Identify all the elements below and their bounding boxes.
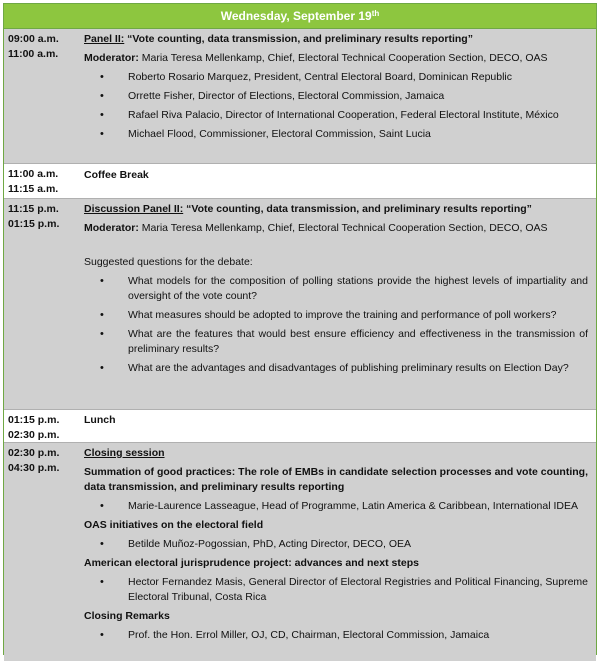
day-suffix: th [371, 8, 380, 18]
closing-title: Closing session [84, 447, 165, 459]
session-content [84, 199, 596, 409]
list-item: • Hector Fernandez Masis, General Director of Electoral Registries and Political Financing, Supreme Electoral Tribunal, Costa Rica [84, 575, 588, 605]
list-item: • Roberto Rosario Marquez, President, Central Electoral Board, Dominican Republic [84, 70, 588, 85]
moderator-text: Maria Teresa Mellenkamp, Chief, Electoral Technical Cooperation Section, DECO, OAS [138, 222, 548, 234]
jurisprudence-title: American electoral jurisprudence project: advances and next steps [84, 557, 419, 569]
title-rest: “Vote counting, data transmission, and preliminary results reporting” [183, 203, 532, 215]
summation-title: Summation of good practices: The role of EMBs in candidate selection processes and vote counting, data transmission, and preliminary results reporting [84, 466, 588, 493]
list-item: • What are the advantages and disadvantages of publishing preliminary results on Election Day? [84, 361, 588, 376]
list-item: • What models for the composition of polling stations provide the highest levels of impartiality and oversight of the vote count? [84, 274, 588, 304]
moderator-text: Maria Teresa Mellenkamp, Chief, Electoral Technical Cooperation Section, DECO, OAS [138, 52, 548, 64]
remarks-title: Closing Remarks [84, 610, 170, 622]
list-item: • What are the features that would best ensure efficiency and effectiveness in the transmission of preliminary results? [84, 327, 588, 357]
question-list [84, 274, 588, 376]
day-label: Wednesday, September 19 [220, 9, 372, 23]
time-start: 01:15 p.m. [8, 414, 60, 426]
row-discussion-panel [4, 199, 596, 410]
session-content [84, 443, 596, 661]
row-closing-session [4, 443, 596, 661]
list-item: • Betilde Muñoz-Pogossian, PhD, Acting Director, DECO, OEA [84, 537, 588, 552]
lunch-label: Lunch [84, 414, 116, 426]
list-item: • Orrette Fisher, Director of Elections, Electoral Commission, Jamaica [84, 89, 588, 104]
remarks-list [84, 628, 588, 643]
moderator-line [84, 51, 588, 66]
time-start: 11:15 p.m. [8, 203, 59, 215]
time-start: 02:30 p.m. [8, 447, 60, 459]
time-cell [4, 443, 84, 661]
time-end: 11:00 a.m. [8, 48, 59, 60]
row-lunch [4, 410, 596, 443]
jurisprudence-list [84, 575, 588, 605]
summation-list [84, 499, 588, 514]
session-content [84, 29, 596, 163]
time-cell [4, 29, 84, 163]
oas-title: OAS initiatives on the electoral field [84, 519, 264, 531]
time-end: 04:30 p.m. [8, 462, 60, 474]
list-item: • What measures should be adopted to improve the training and performance of poll workers? [84, 308, 588, 323]
oas-list [84, 537, 588, 552]
time-start: 09:00 a.m. [8, 33, 59, 45]
title-prefix: Panel II: [84, 33, 125, 45]
time-end: 01:15 p.m. [8, 218, 60, 230]
time-start: 11:00 a.m. [8, 168, 59, 180]
coffee-label: Coffee Break [84, 169, 149, 181]
session-title [84, 32, 588, 47]
moderator-line [84, 221, 588, 236]
speaker-list [84, 70, 588, 142]
moderator-label: Moderator: [84, 222, 139, 234]
row-panel-ii [4, 29, 596, 164]
time-end: 02:30 p.m. [8, 429, 60, 441]
time-cell [4, 199, 84, 409]
list-item: • Rafael Riva Palacio, Director of International Cooperation, Federal Electoral Institute, México [84, 108, 588, 123]
time-end: 11:15 a.m. [8, 183, 59, 195]
title-rest: “Vote counting, data transmission, and preliminary results reporting” [124, 33, 473, 45]
moderator-label: Moderator: [84, 52, 139, 64]
list-item: • Marie-Laurence Lasseague, Head of Programme, Latin America & Caribbean, International IDEA [84, 499, 588, 514]
time-cell [4, 164, 84, 198]
list-item: • Michael Flood, Commissioner, Electoral Commission, Saint Lucia [84, 127, 588, 142]
time-cell [4, 410, 84, 442]
title-prefix: Discussion Panel II: [84, 203, 184, 215]
day-header [4, 4, 596, 29]
row-coffee-break [4, 164, 596, 199]
list-item: • Prof. the Hon. Errol Miller, OJ, CD, Chairman, Electoral Commission, Jamaica [84, 628, 588, 643]
questions-intro: Suggested questions for the debate: [84, 256, 253, 268]
agenda-table [3, 3, 597, 655]
session-title [84, 202, 588, 217]
